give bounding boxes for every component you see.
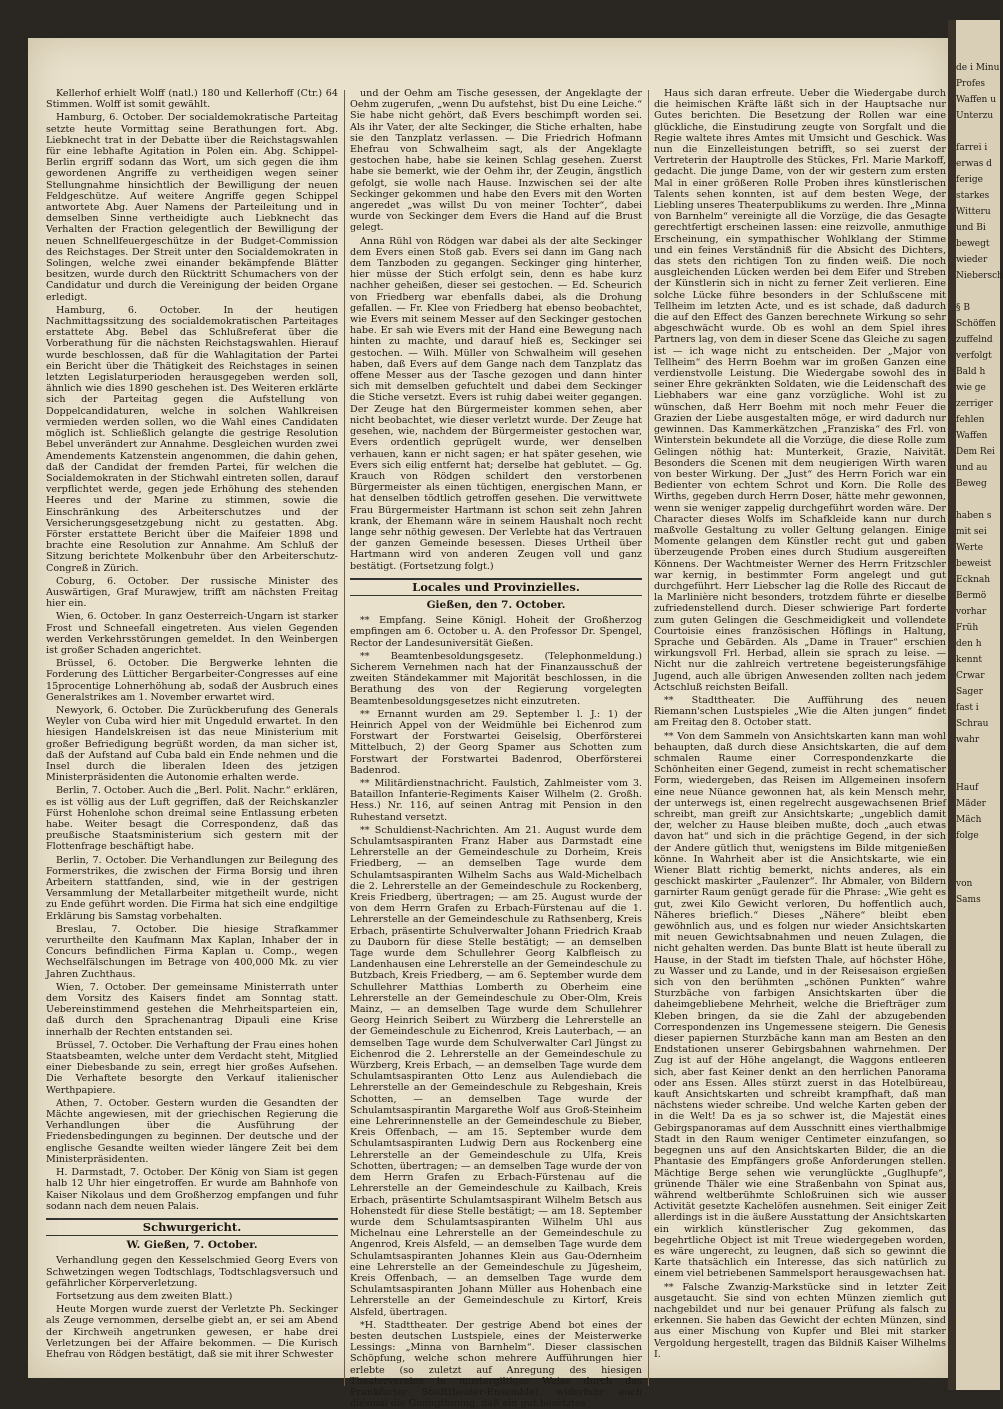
article-paragraph: Anna Rühl von Rödgen war dabei als der alte Seckinger dem Evers einen Stoß gab. Evers sei dann im Gang nach dem Tanzboden zu gegangen. Seckinger ging hinterher, hier müsse der Stich erfolgt sein, denn es habe kurz nachher geheißen, dieser sei gestochen. — Ed. Scheurich von Friedberg war ebenfalls dabei, als die Drohung gefallen. — Fr. Klee von Friedberg hat ebenso beobachtet, wie Evers mit seinem Messer auf den Seckinger gestochen habe. Er sah wie Evers mit der Hand eine Bewegung nach hinten zu machte, und darauf hieß es, Seckinger sei gestochen. — Wilh. Müller von Schwalheim will gesehen haben, daß Evers auf dem Gange nach dem Tanzplatz das offene Messer aus der Tasche gezogen und dann hinter sich mit demselben gefuchtelt und dabei dem Seckinger die Stiche versetzt. Evers ist ruhig dabei weiter gegangen. Der Zeuge hat den Bürgermeister kommen sehen, aber nicht beobachtet, wie dieser verletzt wurde. Der Zeuge hat gesehen, wie, nachdem der Bürgermeister gestochen war, Evers ordentlich geprügelt wurde, wer denselben verhauen, kann er nicht sagen; er hat später gesehen, wie Evers sich eilig entfernt hat; derselbe hat geblutet. — Gg. Krauch von Rödgen schildert den verstorbenen Bürgermeister als einen tüchtigen, energischen Mann, er hat denselben tödtlich getroffen gesehen. Die verwittwete Frau Bürgermeister Hartmann ist schon seit zehn Jahren krank, der Ehemann wäre in seinem Haushalt noch recht lange sehr nöthig gewesen. Der Verlebte hat das Vertrauen der ganzen Gemeinde besessen. Dieses Urtheil über Hartmann wird von anderen Zeugen voll und ganz bestätigt. (Fortsetzung folgt.) [350,235,642,572]
column-rule [648,90,649,1386]
court-report-continued [350,88,642,572]
article-paragraph: Coburg, 6. October. Der russische Minister des Auswärtigen, Graf Murawjew, trifft am nächsten Freitag hier ein. [46,575,338,610]
article-paragraph: Fortsetzung aus dem zweiten Blatt.) [56,1290,233,1302]
article-paragraph: ** Von dem Sammeln von Ansichtskarten kann man wohl behaupten, daß durch diese Ansichtskarten, die auf dem schmalen Raume einer Correspondenzkarte die Schönheiten einer Gegend, zumeist in recht schematischer Form, wiedergeben, das Reisen im Allgemeinen insofern eine neue Nüance gewonnen hat, als kein Mensch mehr, der unterwegs ist, einen regelrecht ausgewachsenen Brief schreibt, man greift zur Ansichtskarte; „ungeblich damit der, welcher zu Hause bleiben mußte, doch „auch etwas davon hat“ und sich in die prächtige Gegend, in der sich der Andere gütlich thut, wenigstens im Bilde mitgenießen könne. In Wahrheit aber ist die Ansichtskarte, wie ein Wiener Blatt richtig bemerkt, nichts anderes, als ein geschickt maskirter „Faulenzer“. Ihr Abmaler, von Bildern garnirter Raum genügt gerade für die Phrase: „Wie geht es gut, zwei Kilo Gewicht verloren, Du hoffentlich auch, Näheres brieflich.“ Dieses „Nähere“ bleibt eben gewöhnlich aus, und es folgen nur wieder Ansichtskarten mit neuen Gewichtsabnahmen und neuen Zulagen, die nicht gehalten werden. Das bunte Blatt ist heute überall zu Hause, in der Stadt im tiefsten Thale, auf höchster Höhe, zu Wasser und zu Lande, und in der Reisesaison ergießen sich von den berühmten „schönen Punkten“ wahre Sturzbäche von farbigen Ansichtskarten über die daheimgebliebene Mehrheit, welche die Briefträger zum Kleben bringen, da sie die Zahl der abzugebenden Correspondenzen ins Ungemessene steigern. Die Genesis dieser papiernen Sturzbäche kann man am Besten an den Endstationen unserer Gebirgsbahnen wahrnehmen. Der Zug ist auf der Höhe angelangt, die Waggons entleeren sich, aber fast Keiner denkt an den herrlichen Panorama oder ans Essen. Alles stürzt zuerst in das Hotelbüreau, kauft Ansichtskarten und schreibt krampfhaft, daß man nächstens wieder schreibe. Und welche Karten geben der in die Welt! Da es ja so schwer ist, die Majestät eines Gebirgspanoramas auf dem Ausschnitt eines vierthalbmige Stadt in den Raum weniger Centimeter einzufangen, so begegnen uns auf den Ansichtskarten Bilder, die an die Phantasie des Empfängers große Anforderungen stellen. Mächtige Berge sehen wie verunglückte „Guglhupfe“, grünende Thäler wie eine Straßenbahn von Spinat aus, während weltberühmte Schloßruinen sich wie ausser Activität gesetzte Kachelöfen ausnehmen. Seit einiger Zeit allerdings ist in die äußere Ausstattung der Ansichtskarten ein wirklich künstlerischer Zug gekommen, das begehrtliche Object ist mit Treue wiedergegeben worden, es wäre ungerecht, zu leugnen, daß sich so gewinnt die Karte thatsächlich ein Interesse, das sich natürlich zu einem viel betriebenen Sammelsport herausgewachsen hat. [654,730,946,1280]
article-paragraph: ** Empfang. Seine Königl. Hoheit der Großherzog empfingen am 6. October u. A. den Professor Dr. Spengel, Rector der Landesuniversität Gießen. [350,615,642,649]
book-gutter [948,20,956,1390]
article-paragraph: ** Stadttheater. Die Aufführung des neuen Riemann'schen Lustspieles „Wie die Alten jungen“ findet am Freitag den 8. October statt. [654,694,946,729]
article-paragraph: Heute Morgen wurde zuerst der Verletzte Ph. Seckinger als Zeuge vernommen, derselbe giebt an, er sei am Abend der Kirchweih angetrunken gewesen, er habe drei Verletzungen bei der Affaire bekommen. — Die Kurisch Ehefrau von Rödgen bestätigt, daß sie mit ihrer Schwester [46,1304,338,1360]
article-paragraph: ** Schuldienst-Nachrichten. Am 21. August wurde dem Schulamtsaspiranten Franz Haber aus Darmstadt eine Lehrerstelle an der Gemeindeschule zu Dorheim, Kreis Friedberg, — an demselben Tage wurde dem Schulamtsaspiranten Wilhelm Sachs aus Wald-Michelbach die 2. Lehrerstelle an der Gemeindeschule zu Rockenberg, Kreis Friedberg, übertragen; — am 25. August wurde der von dem Herrn Grafen zu Erbach-Fürstenau auf die 1. Lehrerstelle an der Gemeindeschule zu Rathsenberg, Kreis Erbach, präsentirte Schulverwalter Johann Friedrich Kraab zu Dauborn für diese Stelle bestätigt; — an demselben Tage wurde dem Schullehrer Georg Kalbfleisch zu Landenhausen eine Lehrerstelle an der Gemeindeschule zu Butzbach, Kreis Friedberg, — am 6. September wurde dem Schullehrer Matthias Lomberth zu Oberheim eine Lehrerstelle an der Gemeindeschule zu Ober-Olm, Kreis Mainz, — an demselben Tage wurde dem Schullehrer Georg Heinrich Seibert zu Würzberg die Lehrerstelle an der Gemeindeschule zu Eichenrod, Kreis Lauterbach, — an demselben Tage wurde dem Schulverwalter Carl Jüngst zu Eichenrod die 2. Lehrerstelle an der Gemeindeschule zu Würzberg, Kreis Erbach, — an demselben Tage wurde dem Schulamtsaspiranten Otto Lenz aus Aulendiebach die Lehrerstelle an der Gemeindeschule zu Rebgeshain, Kreis Schotten, — an demselben Tage wurde der Schulamtsaspirantin Margarethe Wolf aus Groß-Steinheim eine Lehrerinnenstelle an der Gemeindeschule zu Bieber, Kreis Offenbach, — am 15. September wurde dem Schulamtsaspiranten Ludwig Dern aus Rockenberg eine Lehrerstelle an der Gemeindeschule zu Ulfa, Kreis Schotten, übertragen; — an demselben Tage wurde der von dem Herrn Grafen zu Erbach-Fürstenau auf die Lehrerstelle an der Gemeindeschule zu Kailbach, Kreis Erbach, präsentirte Schulamtsaspirant Wilhelm Betsch aus Hohenstedt für diese Stelle bestätigt; — am 18. September wurde dem Schulamtsaspiranten Wilhelm Uhl aus Michelnau eine Lehrerstelle an der Gemeindeschule zu Angenrod, Kreis Alsfeld, — an demselben Tage wurde dem Schulamtsaspiranten Johannes Klein aus Gau-Odernheim eine Lehrerstelle an der Gemeindeschule zu Jügesheim, Kreis Offenbach, — an demselben Tage wurde dem Schulamtsaspiranten Johann Müller aus Hohenbach eine Lehrerstelle an der Gemeindeschule zu Kirtorf, Kreis Alsfeld, übertragen. [350,824,642,1318]
article-paragraph: H. Darmstadt, 7. October. Der König von Siam ist gegen halb 12 Uhr hier eingetroffen. Er wurde am Bahnhofe von Kaiser Nikolaus und dem Großherzog empfangen und fuhr sodann nach dem neuen Palais. [46,1167,338,1212]
article-paragraph: Wien, 7. October. Der gemeinsame Ministerrath unter dem Vorsitz des Kaisers findet am Sonntag statt. Uebereinstimmend gestehen die Mehrheitsparteien ein, daß durch den Sprachenantrag Dipauli eine Krise innerhalb der Rechten entstanden sei. [46,981,338,1038]
column-3 [654,88,946,1388]
adjacent-page-edge [952,20,1003,1390]
column-2 [350,88,642,1409]
column-rule [344,90,345,1386]
article-paragraph: Newyork, 6. October. Die Zurückberufung des Generals Weyler von Cuba wird hier mit Ungeduld erwartet. In den hiesigen Handelskreisen ist das neue Ministerium mit großer Befriedigung begrüßt worden, da man sicher ist, daß der Aufstand auf Cuba bald ein Ende nehmen und die Insel durch die liberalen Ideen des jetzigen Ministerpräsidenten die Autonomie erhalten werde. [46,704,338,784]
local-news [350,615,642,1409]
local-news-dateline: Gießen, den 7. October. [426,598,566,611]
article-paragraph: Hamburg, 6. October. In der heutigen Nachmittagssitzung des socialdemokratischen Parteitages erstattete Abg. Bebel das Schlußreferat über die Vorberathung für die nächsten Reichstagswahlen. Hierauf wurde beschlossen, daß für die Wahlagitation der Partei ein Bericht über die Thätigkeit des Reichstages in seinen letzten Legislaturperioden herausgegeben werden soll, ähnlich wie dies 1890 geschehen ist. Des Weiteren erklärte sich der Parteitag gegen die Aufstellung von Doppelcandidaturen, welche in solchen Wahlkreisen vermieden werden sollen, wo die Wahl eines Candidaten möglich ist. Schließlich gelangte die gestrige Resolution Bebel unverändert zur Annahme. Desgleichen wurden zwei Amendements Katzenstein angenommen, die dahin gehen, daß der Candidat der fremden Partei, für welchen die Socialdemokraten in der Stichwahl eintreten sollen, darauf verpflichtet werde, gegen jede Erhöhung des stehenden Heeres und der Marine zu stimmen, sowie die Einschränkung des Arbeiterschutzes und der Versicherungsgesetzgebung nicht zu gestatten. Abg. Förster erstattete Bericht über die Maifeier 1898 und brachte eine Resolution zur Annahme. Am Schluß der Sitzung berichtete Molkenbuhr über den Arbeiterschutz-Congreß in Zürich. [46,304,338,574]
court-dateline: W. Gießen, 7. October. [126,1239,258,1252]
article-paragraph: *H. Stadttheater. Der gestrige Abend bot eines der besten deutschen Lustspiele, eines der Meisterwerke Lessings: „Minna von Barnhelm“. Dieser classischen Schöpfung, welche schon mehrere Aufführungen hier erlebte (so zuletzt auf Anregung des hiesigen Theatervereins in mustergiltiger Weise durch das Frankfurter Stadttheater-Ensemble), widerfuhr auch diesmal die Genugthuung, daß ein gut besetztes [350,1319,642,1409]
article-paragraph: Berlin, 7. October. Auch die „Berl. Polit. Nachr.“ erklären, es ist völlig aus der Luft gegriffen, daß der Reichskanzler Fürst Hohenlohe schon dreimal seine Entlassung erbeten habe. Weiter besagt die Correspondenz, daß das preußische Staatsministerium sich gestern mit der Flottenfrage beschäftigt habe. [46,785,338,853]
article-paragraph: Hamburg, 6. October. Der socialdemokratische Parteitag setzte heute Vormittag seine Berathungen fort. Abg. Liebknecht trat in der Debatte über die Reichstagswahlen für eine lebhafte Agitation in Polen ein. Abg. Schippel-Berlin ergriff sodann das Wort, um sich gegen die ihm gewordenen Angriffe zu vertheidigen wegen seiner Stellungnahme hinsichtlich der Bewilligung der neuen Feldgeschütze. Auf weitere Angriffe gegen Schippel antwortete Abg. Auer Namens der Parteileitung und in demselben Sinne vertheidigte auch Liebknecht das Verhalten der Fraction gelegentlich der Bewilligung der neuen Schnellfeuergeschütze in der Budget-Commission des Reichstages. Der Streit unter den Socialdemokraten in Solingen, welche zwei einander bekämpfende Blätter besitzen, wurde durch den Rücktritt Schumachers von der Candidatur und durch die Vereinigung der beiden Organe erledigt. [46,112,338,303]
article-paragraph: Wien, 6. October. In ganz Oesterreich-Ungarn ist starker Frost und Schneefall eingetreten. Aus vielen Gegenden werden Verkehrsstörungen gemeldet. In den Weinbergen ist großer Schaden angerichtet. [46,611,338,656]
article-paragraph: Brüssel, 6. October. Die Bergwerke lehnten die Forderung des Lütticher Bergarbeiter-Congresses auf eine 15procentige Lohnerhöhung ab, sodaß der Ausbruch eines Generalstrikes am 1. November erwartet wird. [46,658,338,703]
article-paragraph: Kellerhof erhielt Wolff (natl.) 180 und Kellerhoff (Ctr.) 64 Stimmen. Wolff ist somit gewählt. [46,88,338,111]
article-paragraph: ** Beamtenbesoldungsgesetz. (Telephonmeldung.) Sicherem Vernehmen nach hat der Finanzausschuß der zweiten Ständekammer mit Majorität beschlossen, in die Berathung des von der Regierung vorgelegten Beamtenbesoldungsgesetzes nicht einzutreten. [350,650,642,707]
article-paragraph: ** Militärdienstnachricht. Faulstich, Zahlmeister vom 3. Bataillon Infanterie-Regiments Kaiser Wilhelm (2. Großh. Hess.) Nr. 116, auf seinen Antrag mit Pension in den Ruhestand versetzt. [350,777,642,823]
article-paragraph: Brüssel, 7. October. Die Verhaftung der Frau eines hohen Staatsbeamten, welche unter dem Verdacht steht, Mitglied einer Diebesbande zu sein, erregt hier großes Aufsehen. Die Verhaftete besorgte den Verkauf italienischer Werthpapiere. [46,1039,338,1096]
article-paragraph: Haus sich daran erfreute. Ueber die Wiedergabe durch die heimischen Kräfte läßt sich in der Hauptsache nur Gutes berichten. Die Besetzung der Rollen war eine glückliche, die Einstudirung zeugte von Sorgfalt und die Regie waltete ihres Amtes mit Umsicht und Geschick. Was nun die Einzelleistungen betrifft, so sei zuerst der Vertreterin der Hauptrolle des Stückes, Frl. Marie Markoff, gedacht. Die junge Dame, von der wir gestern zum ersten Mal in einer größeren Rolle Proben ihres künstlerischen Talents sehen konnten, ist auf dem besten Wege, der Liebling unseres Theaterpublikums zu werden. Ihre „Minna von Barnhelm“ vereinigte all die Vorzüge, die das Gesagte gerechtfertigt erscheinen lassen: eine reizvolle, anmuthige Erscheinung, ein sympathischer Wohlklang der Stimme und ein feines Verständniß für die Absicht des Dichters, das stets den richtigen Ton zu finden weiß. Die noch ausgleichenden Lücken werden bei dem Eifer und Streben der Künstlerin sich in nicht zu ferner Zeit verlieren. Eine solche Lücke führe besonders in der Schlußscene mit Tellheim im letzten Acte, und es ist schade, daß dadurch die auf den Effect des Ganzen berechnete Wirkung so sehr abgeschwächt wurde. Ob es wohl an dem Spiel ihres Partners lag, von dem in dieser Scene das Gleiche zu sagen ist — ich wage nicht zu entscheiden. Der „Major von Tellheim“ des Herrn Boehm war im großen Ganzen eine verdienstvolle Leistung. Die Wiedergabe sowohl des in seiner Ehre gekränkten Soldaten, wie die Leidenschaft des Liebhabers war eine ganz vorzügliche. Wohl ist zu wünschen, daß Herr Boehm mit noch mehr Feuer die Grazien der Liebe ausgestalten möge, er wird dadurch nur gewinnen. Das Kammerkätzchen „Franziska“ des Frl. von Winterstein bekundete all die Vorzüge, die diese Rolle zum Gelingen nöthig hat: Munterkeit, Grazie, Naivität. Besonders die Scenen mit dem neugierigen Wirth waren von bester Wirkung. Der „Just“ des Herrn Forich war ein Bedienter von echtem Schrot und Korn. Die Rolle des Wirths, gegeben durch Herrn Doser, hätte mehr gewonnen, wenn sie weniger zappelig durchgeführt worden wäre. Der Character dieses Wolfs im Schafkleide kann nur durch maßvolle Gestaltung zu voller Geltung gelangen. Einige Momente gelangen dem Künstler recht gut und gaben überzeugende Proben eines durch Studium ausgereiften Könnens. Der Wachtmeister Werner des Herrn Fritzschler war kernig, in bestimmter Form angelegt und gut durchgeführt. Herr Liebscher lag die Rolle des Riccaut de la Marlinière nicht besonders, trotzdem führte er dieselbe zufriedenstellend durch. Dieser schwierige Part forderte zum guten Gelingen die Geschmeidigkeit und vollendete Courtoisie eines französischen Höflings in Haltung, Sprache und Gebärden. Als „Dame in Trauer“ erschien wirkungsvoll Frl. Herbad, allein sie sprach zu leise. — Nicht nur die zahlreich vertretene begeisterungsfähige Jugend, auch alle übrigen Anwesenden zollten nach jedem Actschluß reichsten Beifall. [654,88,946,693]
court-heading: Schwurgericht. [46,1218,338,1236]
article-paragraph: Athen, 7. October. Gestern wurden die Gesandten der Mächte angewiesen, mit der griechischen Regierung die Verhandlungen über die Ausführung der Friedensbedingungen zu beginnen. Der deutsche und der englische Gesandte weilten wieder längere Zeit bei dem Ministerpräsidenten. [46,1097,338,1165]
article-paragraph: ** Ernannt wurden am 29. September l. J.: 1) der Heinrich Appel von der Weidmühle bei Eichenrod zum Forstwart der Forstwartei Geiselsig, Oberförsterei Mittelbuch, 2) der Georg Spamer aus Schotten zum Forstwart der Forstwartei Badenrod, Oberförsterei Badenrod. [350,708,642,776]
court-report [46,1255,338,1360]
article-paragraph: und der Oehm am Tische gesessen, der Angeklagte der Oehm zugerufen, „wenn Du aufstehst, bist Du eine Leiche.“ Sie habe nicht gehört, daß Evers beschimpft worden sei. Als ihr Vater, der alte Seckinger, die Stiche erhalten, habe sie den Tanzplatz verlassen. — Die Friedrich Hofmann Ehefrau von Schwalheim sagt, als der Angeklagte gestochen habe, habe sie keinen Schlag gesehen. Zuerst habe sie bemerkt, wie der Oehm ihr, der Zeugin, ängstlich gefolgt, sie wolle nach Hause. Inzwischen sei der alte Seckinger gekommen und habe den Evers mit den Worten angeredet „was willst Du von meiner Tochter“, dabei wurde von Seckinger dem Evers die Hand auf die Brust gelegt. [350,88,642,234]
article-paragraph: Verhandlung gegen den Kesselschmied Georg Evers von Schwetzingen wegen Todtschlags, Todtschlagsversuch und gefährlicher Körperverletzung. [46,1255,338,1289]
column-1 [46,88,338,1388]
local-news-heading: Locales und Provinzielles. [350,578,642,596]
article-paragraph: Berlin, 7. October. Die Verhandlungen zur Beilegung des Formerstrikes, die zwischen der Firma Borsig und ihren Arbeitern stattfanden, sind, wie in der gestrigen Versammlung der Metallarbeiter mitgetheilt wurde, nicht zu Ende geführt worden. Die Firma hat sich eine endgiltige Erklärung bis Samstag vorbehalten. [46,854,338,922]
article-paragraph: Breslau, 7. October. Die hiesige Strafkammer verurtheilte den Kaufmann Max Kaplan, Inhaber der in Concurs befindlichen Firma Kaplan u. Comp., wegen Wechselfälschungen im Betrage von 400,000 Mk. zu vier Jahren Zuchthaus. [46,923,338,980]
local-news-continued [654,88,946,1360]
adjacent-page-fragments: de i Minu Profes Waffen u Unterzu farrei i erwas d ferige starkes Witteru und Bi bewegt wieder Niebersch § B Schöffen zuffelnd verfolgt Bald h wie ge zerriger fehlen Waffen Dem Rei und au Beweg haben s mit sei Werte beweist Ecknah Bermö vorhar Früh den h kennt Crwar Sager fast i Schrau wahr Hauf Mäder Mäch folge von Sams [956,63,1003,905]
newspaper-page [28,38,948,1409]
telegram-news [46,88,338,1212]
article-paragraph: ** Falsche Zwanzig-Markstücke sind in letzter Zeit ausgetaucht. Sie sind von echten Münzen ziemlich gut nachgebildet und nur bei genauer Prüfung als falsch zu erkennen. Sie haben das Gewicht der echten Münzen, sind aus einer Mischung von Kupfer und Blei mit starker Vergoldung hergestellt, tragen das Bildniß Kaiser Wilhelms I. [654,1281,946,1360]
